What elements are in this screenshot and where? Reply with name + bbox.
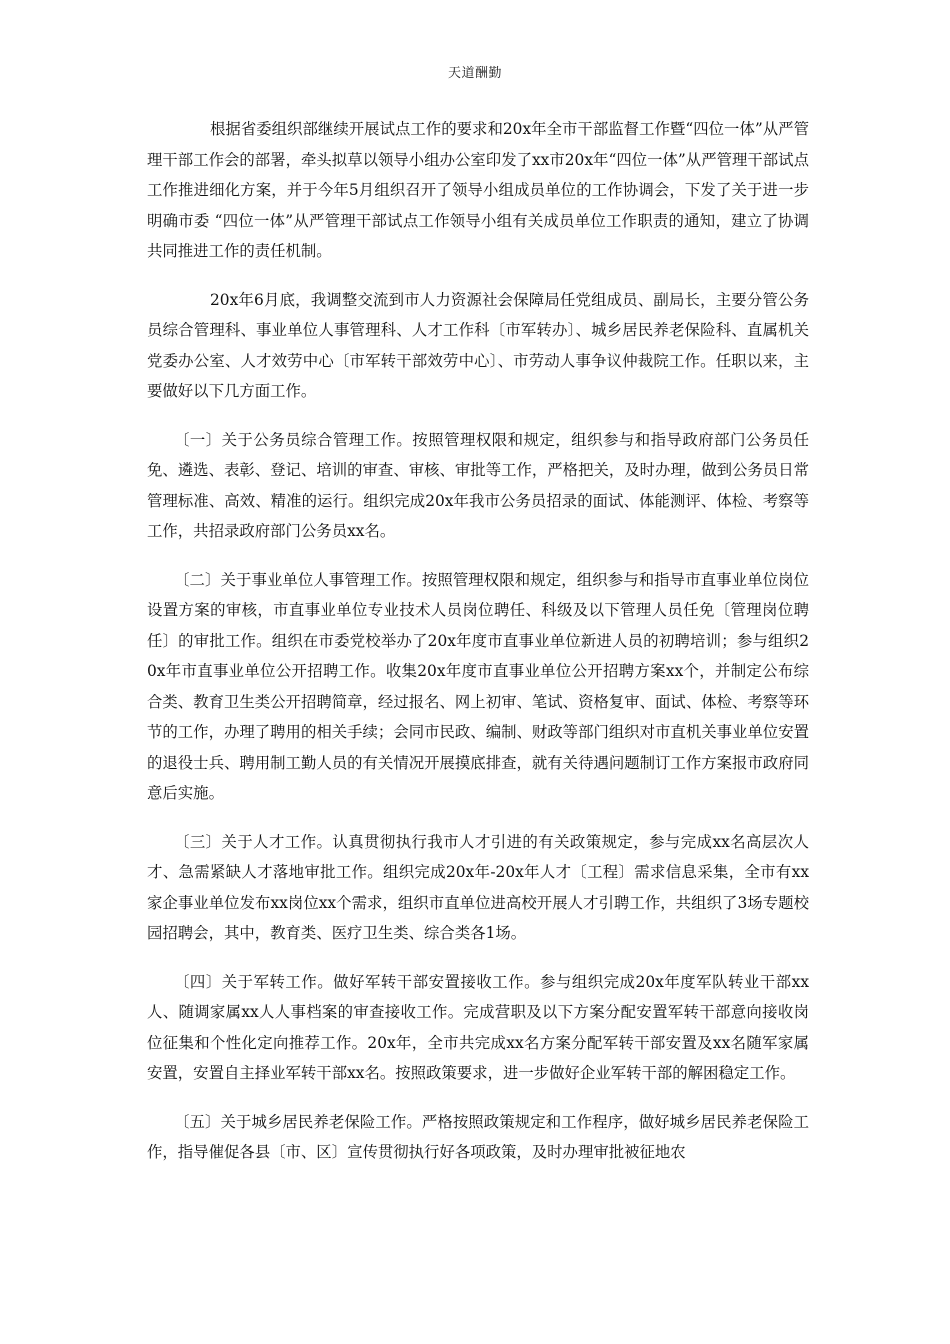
paragraph-military-transfer: 〔四〕关于军转工作。做好军转干部安置接收工作。参与组织完成20x年度军队转业干部xx人、随调家属xx人人事档案的审查接收工作。完成营职及以下方案分配安置军转干部意向接收岗位征集和个性化定向推荐工作。20x年，全市共完成xx名方案分配军转干部安置及xx名随军家属安置，安置自主择业军转干部xx名。按照政策要求，进一步做好企业军转干部的解困稳定工作。 (147, 972, 809, 1082)
paragraph-public-institution: 〔二〕关于事业单位人事管理工作。按照管理权限和规定，组织参与和指导市直事业单位岗位设置方案的审核，市直事业单位专业技术人员岗位聘任、科级及以下管理人员任免〔管理岗位聘任〕的审批工作。组织在市委党校举办了20x年度市直事业单位新进人员的初聘培训；参与组织20x年市直事业单位公开招聘工作。收集20x年度市直事业单位公开招聘方案xx个，并制定公布综合类、教育卫生类公开招聘简章，经过报名、网上初审、笔试、资格复审、面试、体检、考察等环节的工作，办理了聘用的相关手续；会同市民政、编制、财政等部门组织对市直机关事业单位安置的退役士兵、聘用制工勤人员的有关情况开展摸底排查，就有关待遇问题制订工作方案报市政府同意后实施。 (147, 570, 809, 802)
paragraph-civil-servant: 〔一〕关于公务员综合管理工作。按照管理权限和规定，组织参与和指导政府部门公务员任免、遴选、表彰、登记、培训的审查、审核、审批等工作，严格把关，及时办理，做到公务员日常管理标准、高效、精准的运行。组织完成20x年我市公务员招录的面试、体能测评、体检、考察等工作，共招录政府部门公务员xx名。 (147, 430, 809, 540)
page-header: 天道酬勤 (447, 66, 502, 81)
paragraph-talent: 〔三〕关于人才工作。认真贯彻执行我市人才引进的有关政策规定，参与完成xx名高层次人才、急需紧缺人才落地审批工作。组织完成20x年-20x年人才〔工程〕需求信息采集，全市有xx家企事业单位发布xx岗位xx个需求，组织市直单位进高校开展人才引聘工作，共组织了3场专题校园招聘会，其中，教育类、医疗卫生类、综合类各1场。 (147, 832, 809, 942)
paragraph-pension-insurance: 〔五〕关于城乡居民养老保险工作。严格按照政策规定和工作程序，做好城乡居民养老保险工作，指导催促各县〔市、区〕宣传贯彻执行好各项政策，及时办理审批被征地农 (147, 1112, 809, 1161)
document-body (147, 114, 809, 1168)
paragraph-position-intro: 20x年6月底，我调整交流到市人力资源社会保障局任党组成员、副局长，主要分管公务员综合管理科、事业单位人事管理科、人才工作科〔市军转办〕、城乡居民养老保险科、直属机关党委办公室、人才效劳中心〔市军转干部效劳中心〕、市劳动人事争议仲裁院工作。任职以来，主要做好以下几方面工作。 (147, 290, 809, 400)
paragraph-pilot-work: 根据省委组织部继续开展试点工作的要求和20x年全市干部监督工作暨“四位一体”从严管理干部工作会的部署，牵头拟草以领导小组办公室印发了xx市20x年“四位一体”从严管理干部试点工作推进细化方案，并于今年5月组织召开了领导小组成员单位的工作协调会，下发了关于进一步明确市委 “四位一体”从严管理干部试点工作领导小组有关成员单位工作职责的通知，建立了协调共同推进工作的责任机制。 (147, 120, 809, 260)
